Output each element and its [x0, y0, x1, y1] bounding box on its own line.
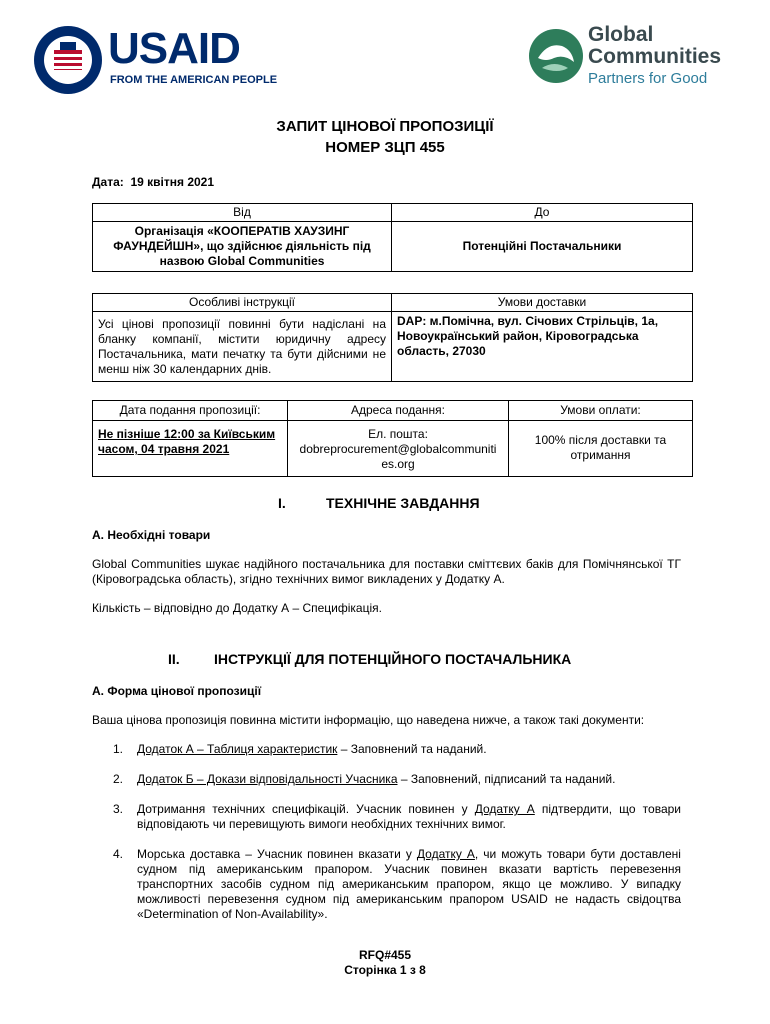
section2-title: ІНСТРУКЦІЇ ДЛЯ ПОТЕНЦІЙНОГО ПОСТАЧАЛЬНИКА	[214, 651, 572, 667]
section1-para2: Кількість – відповідно до Додатку А – Специфікація.	[92, 601, 382, 615]
usaid-wordmark: USAID	[108, 24, 240, 73]
gc-tagline: Partners for Good	[588, 70, 708, 87]
submission-date-value: Не пізніше 12:00 за Київським часом, 04 травня 2021	[93, 421, 288, 477]
instructions-value: Усі цінові пропозиції повинні бути надіслані на бланку компанії, містити юридичну адресу Постачальника, мати печатку та бути дійсними не менш ніж 30 календарних днів.	[93, 312, 392, 382]
footer-rfq: RFQ#455	[358, 948, 412, 962]
submission-table	[92, 400, 693, 477]
doc-number: НОМЕР ЗЦП 455	[325, 139, 445, 156]
gc-wordmark-line2: Communities	[588, 45, 722, 68]
date-label: Дата:	[92, 175, 124, 189]
section1-number: I.	[278, 495, 286, 511]
email-line-cont: es.org	[381, 457, 415, 471]
submission-address-value	[288, 421, 509, 477]
gc-wordmark-line1: Global	[588, 23, 654, 46]
annex-b-link: Додаток Б – Докази відповідальності Учасника	[137, 772, 398, 786]
from-to-table	[92, 203, 693, 272]
annex-a-link: Додаток А – Таблиця характеристик	[137, 742, 338, 756]
date-line	[92, 175, 214, 190]
delivery-value: DAP: м.Помічна, вул. Січових Стрільців, 1а, Новоукраїнський район, Кіровоградська область, 27030	[392, 312, 693, 382]
payment-terms-value: 100% після доставки та отримання	[509, 421, 693, 477]
annex-a-ref: Додатку А	[474, 802, 535, 816]
from-value: Організація «КООПЕРАТІВ ХАУЗИНГ ФАУНДЕЙШН», що здійснює діяльність під назвою Global Communities	[93, 222, 392, 272]
instructions-header: Особливі інструкції	[93, 294, 392, 312]
to-value: Потенційні Постачальники	[392, 222, 693, 272]
submission-date-header: Дата подання пропозиції:	[93, 401, 288, 421]
section1-para1: Global Communities шукає надійного постачальника для поставки сміттєвих баків для Помічнянської ТГ (Кіровоградська область), згідно технічних вимог викладених у Додатку А.	[92, 557, 681, 586]
usaid-logo	[32, 24, 278, 96]
submission-address-header: Адреса подання:	[288, 401, 509, 421]
date-value: 19 квітня 2021	[130, 175, 215, 189]
delivery-header: Умови доставки	[392, 294, 693, 312]
usaid-tagline: FROM THE AMERICAN PEOPLE	[110, 74, 278, 86]
section2-number: II.	[168, 651, 180, 667]
email-line: dobreprocurement@globalcommuniti	[299, 442, 497, 456]
global-communities-logo	[528, 24, 728, 94]
instructions-delivery-table	[92, 293, 693, 382]
from-header: Від	[93, 204, 392, 222]
section1-title: ТЕХНІЧНЕ ЗАВДАННЯ	[326, 495, 480, 511]
section2-subheading: A. Форма цінової пропозиції	[92, 684, 262, 698]
doc-title: ЗАПИТ ЦІНОВОЇ ПРОПОЗИЦІЇ	[276, 118, 494, 135]
payment-terms-header: Умови оплати:	[509, 401, 693, 421]
section2-intro: Ваша цінова пропозиція повинна містити інформацію, що наведена нижче, а також такі документи:	[92, 713, 645, 727]
email-label: Ел. пошта:	[368, 427, 428, 441]
annex-a-ref: Додатку А	[416, 847, 475, 861]
section1-subheading: A. Необхідні товари	[92, 528, 211, 542]
footer-page-number: Сторінка 1 з 8	[344, 963, 426, 977]
to-header: До	[392, 204, 693, 222]
